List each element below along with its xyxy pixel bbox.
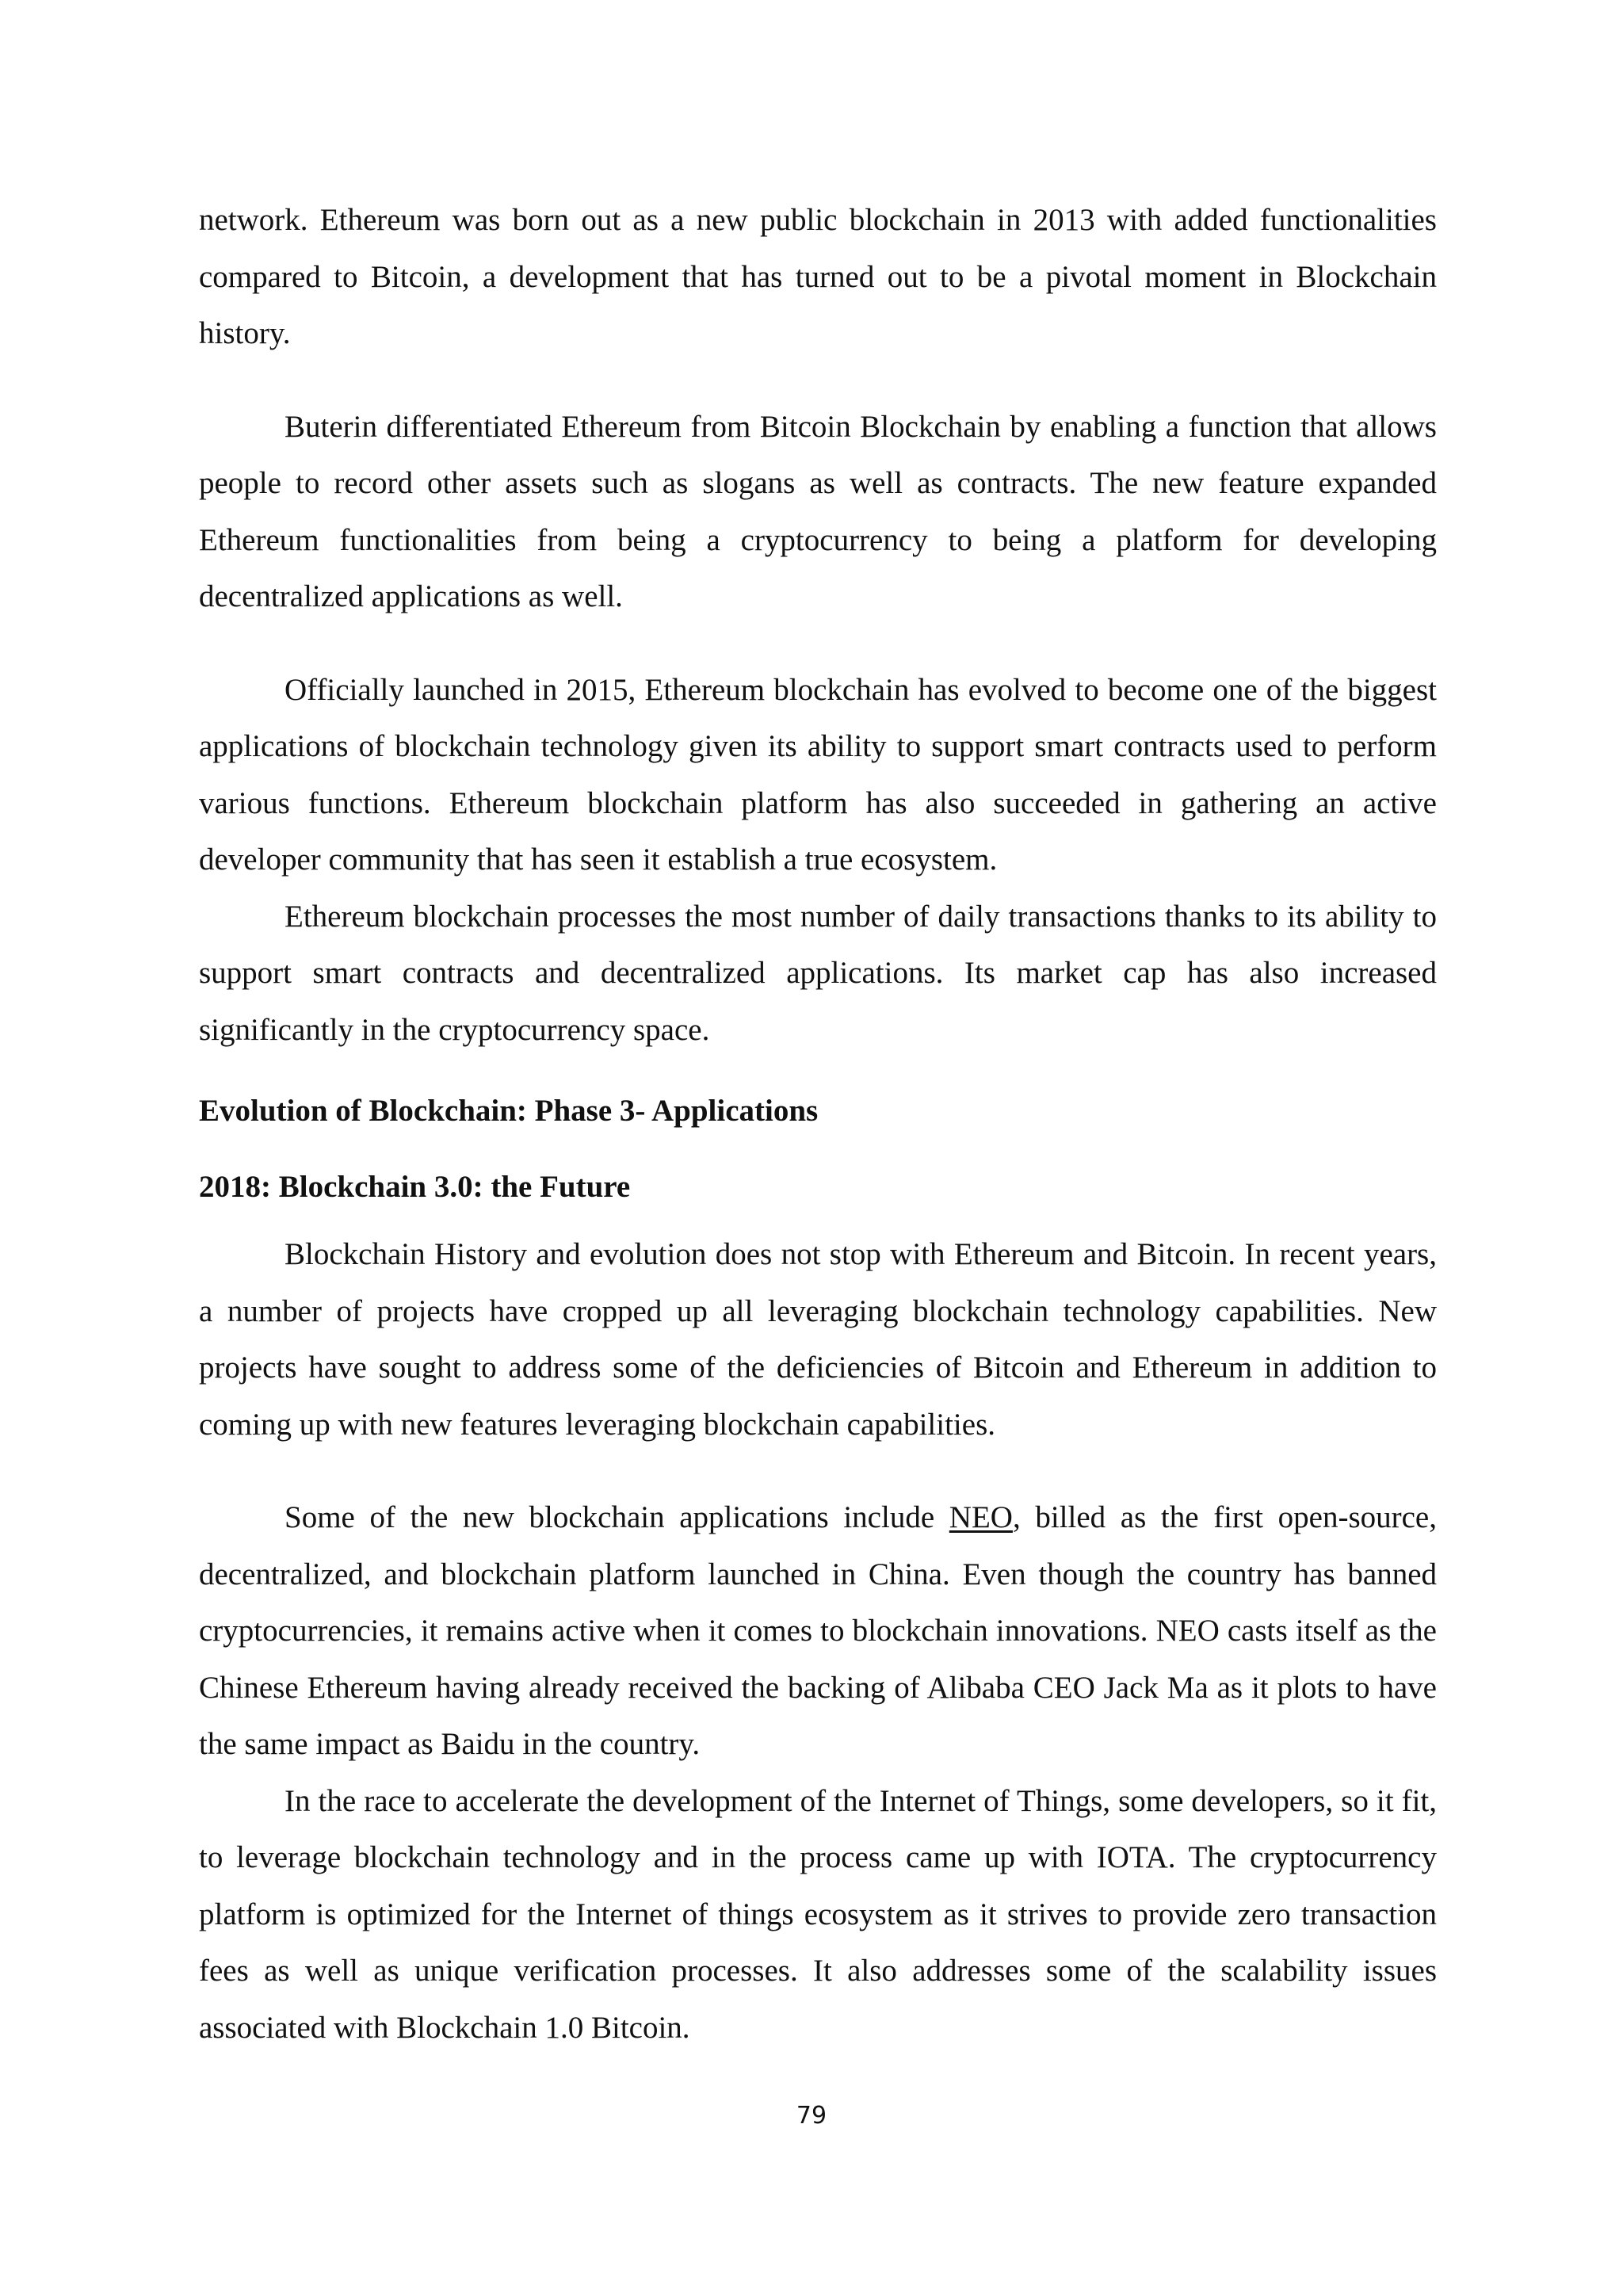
paragraph-daily-transactions: Ethereum blockchain processes the most number of daily transactions thanks to its ability to support smart contracts and decentralized applications. Its market cap has also increased significantly in the cryptocurrency space. [199, 899, 1437, 1047]
paragraph-officially-launched: Officially launched in 2015, Ethereum blockchain has evolved to become one of the biggest applications of blockchain technology given its ability to support smart contracts used to perform various functions. Ethereum blockchain platform has also succeeded in gathering an active developer community that has seen it establish a true ecosystem. [199, 672, 1437, 877]
page-number: 79 [796, 2102, 827, 2130]
paragraph-iota: In the race to accelerate the development of the Internet of Things, some developers, so it fit, to leverage blockchain technology and in the process came up with IOTA. The cryptocurrency platform is optimized for the Internet of things ecosystem as it strives to provide zero transaction fees as well as unique verification processes. It also addresses some of the scalability issues associated with Blockchain 1.0 Bitcoin. [199, 1783, 1437, 2045]
paragraph-neo-rest: , billed as the first open-source, decentralized, and blockchain platform launched in China. Even though the country has banned cryptocurrencies, it remains active when it comes to blockchain innovations. NEO casts itself as the Chinese Ethereum having already received the backing of Alibaba CEO Jack Ma as it plots to have the same impact as Baidu in the country. [199, 1500, 1437, 1761]
paragraph-neo [199, 1489, 1437, 1773]
paragraph-neo-intro: Some of the new blockchain applications include [285, 1500, 949, 1534]
neo-link[interactable]: NEO [949, 1500, 1013, 1534]
paragraph-ethereum-born: network. Ethereum was born out as a new public blockchain in 2013 with added functionalities compared to Bitcoin, a development that has turned out to be a pivotal moment in Blockchain history. [199, 203, 1437, 350]
section-heading-phase3: Evolution of Blockchain: Phase 3- Applications [199, 1094, 819, 1128]
document-page [199, 192, 1437, 2056]
paragraph-history-evolution: Blockchain History and evolution does not stop with Ethereum and Bitcoin. In recent years, a number of projects have cropped up all leveraging blockchain technology capabilities. New projects have sought to address some of the deficiencies of Bitcoin and Ethereum in addition to coming up with new features leveraging blockchain capabilities. [199, 1237, 1437, 1442]
paragraph-buterin: Buterin differentiated Ethereum from Bitcoin Blockchain by enabling a function that allows people to record other assets such as slogans as well as contracts. The new feature expanded Ethereum functionalities from being a cryptocurrency to being a platform for developing decentralized applications as well. [199, 409, 1437, 613]
section-heading-future: 2018: Blockchain 3.0: the Future [199, 1170, 631, 1204]
